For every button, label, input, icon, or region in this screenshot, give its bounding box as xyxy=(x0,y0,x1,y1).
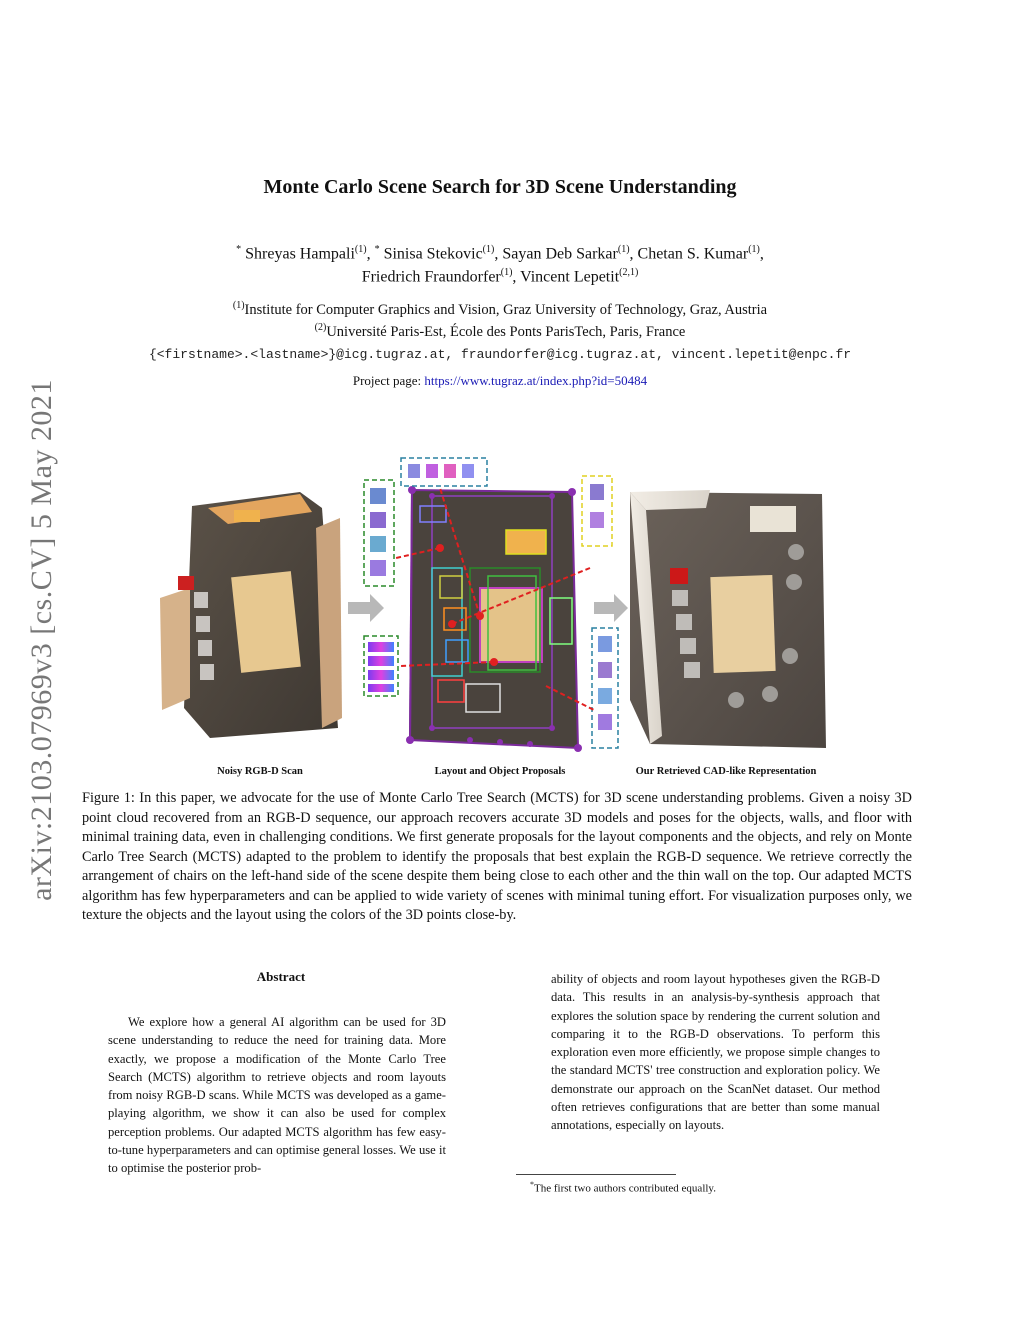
author-line-1: * Shreyas Hampali$^{(1)}$, * Sinisa Stekovic$^{(1)}$, Sayan Deb Sarkar$^{(1)}$, Chetan S. Kumar$^{(1)}$, xyxy=(236,244,764,263)
author-name: Chetan S. Kumar xyxy=(637,245,749,263)
author-affiliation: (1) xyxy=(617,244,630,255)
author-name: Sayan Deb Sarkar xyxy=(502,245,618,263)
panel-label-cad: Our Retrieved CAD-like Representation xyxy=(635,766,817,777)
author-affiliation: (2,1) xyxy=(619,267,639,278)
panel-label-noisy-scan: Noisy RGB-D Scan xyxy=(217,766,303,777)
author-affiliation: (1) xyxy=(748,244,760,255)
author-name: Shreyas Hampali xyxy=(245,245,355,263)
equal-contrib-mark: * xyxy=(236,244,242,255)
affiliation-mark: (1) xyxy=(232,300,245,311)
project-label: Project page: xyxy=(352,373,422,388)
affiliation-text: Université Paris-Est, École des Ponts ParisTech, Paris, France xyxy=(326,323,686,340)
abstract-right-column: ability of objects and room layout hypotheses given the RGB-D data. This results in an analysis-by-synthesis approach that explores the solution space by rendering the current solution and comparing it to the RGB-D observations. To perform this exploration even more efficiently, we propose simple changes to the standard MCTS' tree construction and exploration policy. We demonstrate our approach on the ScanNet dataset. Our method often retrieves configurations that are better than some manual annotations, especially on layouts. xyxy=(551,972,880,1133)
project-page xyxy=(0,373,1000,389)
arrow-right-icon xyxy=(594,594,628,622)
author-name: Friedrich Fraundorfer xyxy=(361,268,501,286)
footnote-rule xyxy=(516,1174,676,1175)
panel-label-proposals: Layout and Object Proposals xyxy=(434,766,566,777)
affiliation-text: Institute for Computer Graphics and Vision, Graz University of Technology, Graz, Austria xyxy=(244,301,768,318)
arxiv-identifier: arXiv:2103.07969v3 [cs.CV] 5 May 2021 xyxy=(25,379,58,901)
noisy-scan-panel xyxy=(160,492,342,738)
chair-inset-right-top xyxy=(582,476,612,546)
footnote-text: The first two authors contributed equally. xyxy=(534,1182,716,1195)
figure-1 xyxy=(150,448,840,758)
cad-panel xyxy=(630,490,826,748)
paper-title: Monte Carlo Scene Search for 3D Scene Understanding xyxy=(263,176,737,198)
footnote-mark: * xyxy=(530,1180,534,1189)
author-name: Sinisa Stekovic xyxy=(383,245,483,263)
footnote xyxy=(530,1180,716,1195)
chair-inset-left xyxy=(364,480,394,586)
figure-caption: Figure 1: In this paper, we advocate for the use of Monte Carlo Tree Search (MCTS) for 3D scene understanding problems. Given a noisy 3D point cloud recovered from an RGB-D sequence, our approach recovers accurate 3D models and poses for the objects, walls, and floor with minimal training data, even in challenging conditions. We first generate proposals for the layout components and the objects, and rely on Monte Carlo Tree Search (MCTS) adapted to the problem to identify the proposals that best explain the RGB-D sequence. We retrieve correctly the arrangement of chairs on the left-hand side of the scene despite them being close to each other and the thin wall on the top. Our adapted MCTS algorithm has few hyperparameters and can be applied to wide variety of scenes with minimal tuning effort. For visualization purposes only, we texture the objects and the layout using the colors of the 3D points close-by. xyxy=(82,790,912,923)
arrow-right-icon xyxy=(348,594,384,622)
equal-contrib-mark: * xyxy=(374,244,380,255)
project-link[interactable]: https://www.tugraz.at/index.php?id=50484 xyxy=(424,373,648,388)
author-name: Vincent Lepetit xyxy=(520,268,620,286)
affiliation-2 xyxy=(0,322,1000,341)
author-emails: {<firstname>.<lastname>}@icg.tugraz.at, fraundorfer@icg.tugraz.at, vincent.lepetit@enpc.fr xyxy=(148,347,852,362)
author-line-2: Friedrich Fraundorfer$^{(1)}$, Vincent Lepetit$^{(2,1)}$ xyxy=(361,267,639,286)
chair-inset-top xyxy=(401,458,487,486)
abstract-heading: Abstract xyxy=(256,969,306,984)
abstract-left-column: We explore how a general AI algorithm can be used for 3D scene understanding to reduce the need for training data. More exactly, we propose a modification of the Monte Carlo Tree Search (MCTS) algorithm to retrieve objects and room layouts from noisy RGB-D scans. While MCTS was developed as a game-playing algorithm, we show it can also be used for complex perception problems. Our adapted MCTS algorithm has few easy-to-tune hyperparameters and can optimise general losses. We use it to optimise the posterior prob- xyxy=(108,1015,446,1176)
author-affiliation: (1) xyxy=(354,244,367,255)
chair-inset-right-bottom xyxy=(592,628,618,748)
texture-inset-left xyxy=(364,636,398,696)
affiliation-mark: (2) xyxy=(314,322,327,333)
affiliation-1 xyxy=(0,300,1000,319)
author-affiliation: (1) xyxy=(500,267,513,278)
proposals-panel xyxy=(406,486,582,752)
author-affiliation: (1) xyxy=(482,244,495,255)
